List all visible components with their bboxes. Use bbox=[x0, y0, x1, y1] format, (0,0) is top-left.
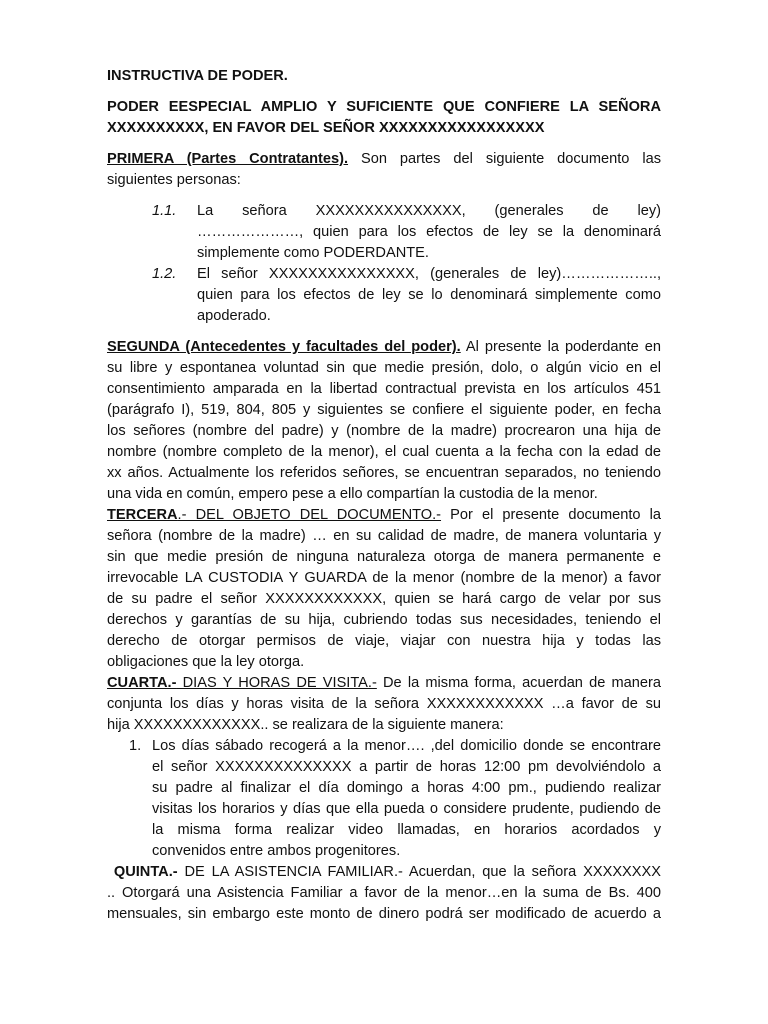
item-line: su padre al finalizar el día domingo a horas 4:00 pm., pudiendo realizar bbox=[152, 780, 661, 796]
segunda-line: (parágrafo I), 519, 804, 805 y siguientes se confiere el siguiente poder, en fecha bbox=[107, 402, 661, 418]
document-page bbox=[107, 66, 661, 925]
quinta-label: QUINTA.- bbox=[113, 864, 178, 880]
item-line: Los días sábado recogerá a la menor…. ,del domicilio donde se encontrare bbox=[152, 738, 661, 754]
segunda-line: una vida en común, empero pese a ello compartían la custodia de la menor. bbox=[107, 486, 598, 502]
cuarta-label: CUARTA.- bbox=[107, 675, 177, 691]
item-line: el señor XXXXXXXXXXXXXX a partir de horas 12:00 pm devolviéndolo a bbox=[152, 759, 661, 775]
primera-item-2 bbox=[107, 264, 661, 327]
cuarta-text: De la misma forma, acuerdan de manera bbox=[376, 675, 661, 691]
document-title: INSTRUCTIVA DE PODER. bbox=[107, 68, 288, 84]
tercera-line-1 bbox=[107, 505, 661, 526]
primera-line-2: siguientes personas: bbox=[107, 172, 241, 188]
document-heading-line-1: PODER EESPECIAL AMPLIO Y SUFICIENTE QUE CONFIERE LA SEÑORA bbox=[107, 99, 661, 115]
segunda-line: xx años. Actualmente los referidos señores, se encuentran separados, no teniendo bbox=[107, 465, 661, 481]
item-line: simplemente como PODERDANTE. bbox=[197, 245, 429, 261]
item-line: apoderado. bbox=[197, 308, 271, 324]
tercera-label: TERCERA bbox=[107, 507, 178, 523]
primera-text: Son partes del siguiente documento las bbox=[348, 151, 661, 167]
quinta-line: .. Otorgará una Asistencia Familiar a favor de la menor…en la suma de Bs. 400 bbox=[107, 885, 661, 901]
segunda-line: consentimiento amparada en la libertad contractual prevista en los artículos 451 bbox=[107, 381, 661, 397]
item-line: visitas los horarios y días que ella pueda o considere prudente, pudiendo de bbox=[152, 801, 661, 817]
quinta-line-1 bbox=[107, 862, 661, 883]
segunda-line: nombre (nombre completo de la menor), el cual cuenta a la fecha con la edad de bbox=[107, 444, 661, 460]
tercera-line: sin que medie presión de ninguna naturaleza otorga de manera permanente e bbox=[107, 549, 661, 565]
tercera-line: derecho de otorgar permisos de viaje, viajar con nuestra hija y todas las bbox=[107, 633, 661, 649]
item-line: …………………, quien para los efectos de ley se la denominará bbox=[197, 224, 661, 240]
cuarta-item-1 bbox=[107, 736, 661, 862]
tercera-line: señora (nombre de la madre) … en su calidad de madre, de manera voluntaria y bbox=[107, 528, 661, 544]
segunda-line: su libre y espontanea voluntad sin que medie presión, dolo, o algún vicio en el bbox=[107, 360, 661, 376]
cuarta-line: hija XXXXXXXXXXXXX.. se realizara de la siguiente manera: bbox=[107, 717, 504, 733]
tercera-sublabel: .- DEL OBJETO DEL DOCUMENTO.- bbox=[177, 507, 442, 523]
item-line: la misma forma realizar video llamadas, en horarios acordados y bbox=[152, 822, 661, 838]
tercera-line: derechos y garantías de su hija, cubriendo todas sus necesidades, teniendo el bbox=[107, 612, 661, 628]
cuarta-line-1 bbox=[107, 673, 661, 694]
tercera-text: Por el presente documento la bbox=[441, 507, 662, 523]
segunda-label: SEGUNDA (Antecedentes y facultades del poder). bbox=[107, 339, 461, 355]
item-line: quien para los efectos de ley se lo denominará simplemente como bbox=[197, 287, 661, 303]
item-number: 1.1. bbox=[152, 203, 177, 219]
segunda-text: Al presente la poderdante en bbox=[460, 339, 661, 355]
item-number: 1.2. bbox=[152, 266, 177, 282]
segunda-line-1 bbox=[107, 337, 661, 358]
tercera-line: obligaciones que la ley otorga. bbox=[107, 654, 305, 670]
primera-item-1 bbox=[107, 201, 661, 264]
cuarta-sublabel: DIAS Y HORAS DE VISITA.- bbox=[176, 675, 377, 691]
tercera-line: de su padre el señor XXXXXXXXXXXX, quien se hará cargo de velar por sus bbox=[107, 591, 661, 607]
segunda-line: los señores (nombre del padre) y (nombre de la madre) procrearon una hija de bbox=[107, 423, 661, 439]
quinta-line: mensuales, sin embargo este monto de dinero podrá ser modificado de acuerdo a bbox=[107, 906, 661, 922]
cuarta-line: conjunta los días y horas visita de la señora XXXXXXXXXXXX …a favor de su bbox=[107, 696, 661, 712]
item-line: La señora XXXXXXXXXXXXXXX, (generales de ley) bbox=[197, 203, 661, 219]
item-line: El señor XXXXXXXXXXXXXXX, (generales de ley)……………….., bbox=[197, 266, 661, 282]
document-heading-line-2: XXXXXXXXXX, EN FAVOR DEL SEÑOR XXXXXXXXXXXXXXXXX bbox=[107, 120, 545, 136]
item-number: 1. bbox=[129, 738, 142, 754]
quinta-text: DE LA ASISTENCIA FAMILIAR.- Acuerdan, que la señora XXXXXXXX bbox=[177, 864, 661, 880]
item-line: convenidos entre ambos progenitores. bbox=[152, 843, 401, 859]
primera-line-1 bbox=[107, 149, 661, 170]
primera-label: PRIMERA (Partes Contratantes). bbox=[107, 151, 349, 167]
tercera-line: irrevocable LA CUSTODIA Y GUARDA de la menor (nombre de la menor) a favor bbox=[107, 570, 661, 586]
